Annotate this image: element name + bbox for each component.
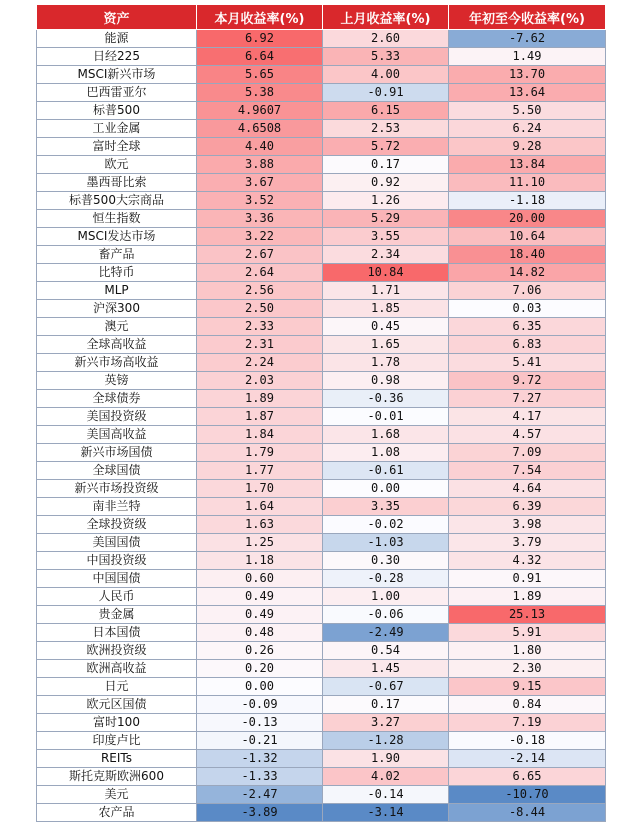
ytd-return-cell: 6.39 [449,498,606,516]
asset-name-cell: 欧元区国债 [37,696,197,714]
table-row [37,516,606,534]
asset-name-cell: 全球投资级 [37,516,197,534]
table-row [37,66,606,84]
ytd-return-cell: 14.82 [449,264,606,282]
asset-name-cell: 恒生指数 [37,210,197,228]
header-row [37,5,606,30]
asset-name-cell: 美国国债 [37,534,197,552]
asset-name-cell: 墨西哥比索 [37,174,197,192]
this-month-return-cell: 1.89 [197,390,323,408]
ytd-return-cell: 7.06 [449,282,606,300]
ytd-return-cell: -2.14 [449,750,606,768]
asset-name-cell: 全球高收益 [37,336,197,354]
last-month-return-cell: -0.01 [323,408,449,426]
asset-name-cell: 美国投资级 [37,408,197,426]
this-month-return-cell: 5.38 [197,84,323,102]
this-month-return-cell: 5.65 [197,66,323,84]
table-row [37,480,606,498]
last-month-return-cell: 3.27 [323,714,449,732]
table-row [37,102,606,120]
last-month-return-cell: 4.00 [323,66,449,84]
header-ytd: 年初至今收益率(%) [449,5,606,30]
this-month-return-cell: 0.48 [197,624,323,642]
table-row [37,246,606,264]
table-row [37,336,606,354]
asset-name-cell: MLP [37,282,197,300]
this-month-return-cell: 2.50 [197,300,323,318]
last-month-return-cell: -0.67 [323,678,449,696]
last-month-return-cell: 1.90 [323,750,449,768]
this-month-return-cell: 0.26 [197,642,323,660]
this-month-return-cell: -1.33 [197,768,323,786]
ytd-return-cell: 11.10 [449,174,606,192]
asset-name-cell: MSCI新兴市场 [37,66,197,84]
asset-name-cell: 人民币 [37,588,197,606]
ytd-return-cell: 13.84 [449,156,606,174]
table-row [37,552,606,570]
this-month-return-cell: 2.24 [197,354,323,372]
this-month-return-cell: 1.79 [197,444,323,462]
this-month-return-cell: 4.6508 [197,120,323,138]
last-month-return-cell: 5.72 [323,138,449,156]
ytd-return-cell: 5.41 [449,354,606,372]
ytd-return-cell: -1.18 [449,192,606,210]
ytd-return-cell: 2.30 [449,660,606,678]
table-row [37,390,606,408]
this-month-return-cell: -0.21 [197,732,323,750]
last-month-return-cell: -2.49 [323,624,449,642]
table-row [37,84,606,102]
asset-name-cell: 贵金属 [37,606,197,624]
ytd-return-cell: 4.57 [449,426,606,444]
this-month-return-cell: -0.13 [197,714,323,732]
asset-name-cell: 日经225 [37,48,197,66]
this-month-return-cell: 1.18 [197,552,323,570]
asset-name-cell: 农产品 [37,804,197,822]
ytd-return-cell: 9.15 [449,678,606,696]
ytd-return-cell: 18.40 [449,246,606,264]
this-month-return-cell: -3.89 [197,804,323,822]
ytd-return-cell: 4.64 [449,480,606,498]
asset-name-cell: MSCI发达市场 [37,228,197,246]
table-row [37,228,606,246]
ytd-return-cell: 7.27 [449,390,606,408]
table-row [37,48,606,66]
last-month-return-cell: 0.17 [323,156,449,174]
this-month-return-cell: -0.09 [197,696,323,714]
asset-name-cell: REITs [37,750,197,768]
last-month-return-cell: -0.14 [323,786,449,804]
ytd-return-cell: -8.44 [449,804,606,822]
this-month-return-cell: 3.22 [197,228,323,246]
ytd-return-cell: 1.80 [449,642,606,660]
ytd-return-cell: 10.64 [449,228,606,246]
ytd-return-cell: 13.64 [449,84,606,102]
ytd-return-cell: 20.00 [449,210,606,228]
table-row [37,138,606,156]
ytd-return-cell: -10.70 [449,786,606,804]
last-month-return-cell: 1.71 [323,282,449,300]
this-month-return-cell: 2.31 [197,336,323,354]
this-month-return-cell: 1.64 [197,498,323,516]
this-month-return-cell: 1.70 [197,480,323,498]
ytd-return-cell: 13.70 [449,66,606,84]
table-row [37,282,606,300]
this-month-return-cell: 4.40 [197,138,323,156]
last-month-return-cell: 1.00 [323,588,449,606]
last-month-return-cell: 0.92 [323,174,449,192]
asset-name-cell: 全球债券 [37,390,197,408]
ytd-return-cell: 0.84 [449,696,606,714]
last-month-return-cell: 1.08 [323,444,449,462]
table-row [37,462,606,480]
table-row [37,660,606,678]
this-month-return-cell: 0.49 [197,606,323,624]
last-month-return-cell: 1.78 [323,354,449,372]
this-month-return-cell: 4.9607 [197,102,323,120]
header-this-month: 本月收益率(%) [197,5,323,30]
table-row [37,786,606,804]
asset-name-cell: 美国高收益 [37,426,197,444]
table-row [37,444,606,462]
last-month-return-cell: 2.53 [323,120,449,138]
asset-name-cell: 中国投资级 [37,552,197,570]
this-month-return-cell: 0.60 [197,570,323,588]
last-month-return-cell: -3.14 [323,804,449,822]
asset-name-cell: 新兴市场投资级 [37,480,197,498]
last-month-return-cell: -0.06 [323,606,449,624]
last-month-return-cell: 1.26 [323,192,449,210]
last-month-return-cell: -0.02 [323,516,449,534]
table-row [37,534,606,552]
table-row [37,156,606,174]
this-month-return-cell: 2.03 [197,372,323,390]
ytd-return-cell: 6.35 [449,318,606,336]
this-month-return-cell: 3.88 [197,156,323,174]
table-row [37,498,606,516]
this-month-return-cell: 0.20 [197,660,323,678]
last-month-return-cell: -1.03 [323,534,449,552]
last-month-return-cell: -0.28 [323,570,449,588]
table-row [37,264,606,282]
this-month-return-cell: 2.64 [197,264,323,282]
this-month-return-cell: -1.32 [197,750,323,768]
table-row [37,606,606,624]
last-month-return-cell: 0.98 [323,372,449,390]
asset-name-cell: 巴西雷亚尔 [37,84,197,102]
asset-name-cell: 英镑 [37,372,197,390]
ytd-return-cell: 7.09 [449,444,606,462]
this-month-return-cell: 1.84 [197,426,323,444]
asset-name-cell: 畜产品 [37,246,197,264]
table-row [37,588,606,606]
this-month-return-cell: 1.77 [197,462,323,480]
asset-name-cell: 标普500大宗商品 [37,192,197,210]
table-row [37,768,606,786]
last-month-return-cell: -0.36 [323,390,449,408]
this-month-return-cell: 0.49 [197,588,323,606]
asset-name-cell: 比特币 [37,264,197,282]
last-month-return-cell: 2.60 [323,30,449,48]
ytd-return-cell: 9.72 [449,372,606,390]
ytd-return-cell: 6.65 [449,768,606,786]
this-month-return-cell: 6.64 [197,48,323,66]
last-month-return-cell: 1.65 [323,336,449,354]
asset-name-cell: 中国国债 [37,570,197,588]
last-month-return-cell: 0.17 [323,696,449,714]
asset-name-cell: 工业金属 [37,120,197,138]
ytd-return-cell: 3.98 [449,516,606,534]
table-row [37,624,606,642]
ytd-return-cell: 4.17 [449,408,606,426]
asset-name-cell: 标普500 [37,102,197,120]
ytd-return-cell: 5.50 [449,102,606,120]
asset-name-cell: 日元 [37,678,197,696]
this-month-return-cell: 1.87 [197,408,323,426]
last-month-return-cell: 1.45 [323,660,449,678]
header-asset: 资产 [37,5,197,30]
last-month-return-cell: -1.28 [323,732,449,750]
asset-name-cell: 富时100 [37,714,197,732]
last-month-return-cell: 6.15 [323,102,449,120]
table-row [37,372,606,390]
ytd-return-cell: 3.79 [449,534,606,552]
asset-name-cell: 全球国债 [37,462,197,480]
asset-name-cell: 日本国债 [37,624,197,642]
table-row [37,732,606,750]
this-month-return-cell: 3.36 [197,210,323,228]
table-row [37,300,606,318]
returns-table [36,4,606,822]
ytd-return-cell: 1.89 [449,588,606,606]
last-month-return-cell: 3.35 [323,498,449,516]
asset-name-cell: 美元 [37,786,197,804]
ytd-return-cell: 4.32 [449,552,606,570]
asset-name-cell: 澳元 [37,318,197,336]
table-row [37,120,606,138]
asset-name-cell: 欧洲高收益 [37,660,197,678]
table-body [37,30,606,822]
asset-name-cell: 富时全球 [37,138,197,156]
this-month-return-cell: 2.56 [197,282,323,300]
this-month-return-cell: 2.67 [197,246,323,264]
this-month-return-cell: 6.92 [197,30,323,48]
table-row [37,678,606,696]
table-row [37,642,606,660]
ytd-return-cell: 25.13 [449,606,606,624]
last-month-return-cell: 10.84 [323,264,449,282]
ytd-return-cell: 6.24 [449,120,606,138]
table-row [37,318,606,336]
this-month-return-cell: 2.33 [197,318,323,336]
table-row [37,408,606,426]
ytd-return-cell: 0.91 [449,570,606,588]
ytd-return-cell: 6.83 [449,336,606,354]
table-row [37,714,606,732]
ytd-return-cell: 7.54 [449,462,606,480]
this-month-return-cell: 1.25 [197,534,323,552]
last-month-return-cell: 5.33 [323,48,449,66]
asset-name-cell: 印度卢比 [37,732,197,750]
asset-name-cell: 欧洲投资级 [37,642,197,660]
last-month-return-cell: 0.45 [323,318,449,336]
last-month-return-cell: 0.00 [323,480,449,498]
table-row [37,174,606,192]
table-row [37,210,606,228]
this-month-return-cell: -2.47 [197,786,323,804]
table-row [37,696,606,714]
last-month-return-cell: 0.30 [323,552,449,570]
ytd-return-cell: 7.19 [449,714,606,732]
last-month-return-cell: 1.85 [323,300,449,318]
this-month-return-cell: 1.63 [197,516,323,534]
ytd-return-cell: -7.62 [449,30,606,48]
last-month-return-cell: 2.34 [323,246,449,264]
ytd-return-cell: 0.03 [449,300,606,318]
asset-name-cell: 沪深300 [37,300,197,318]
last-month-return-cell: 0.54 [323,642,449,660]
table-row [37,804,606,822]
asset-name-cell: 新兴市场国债 [37,444,197,462]
last-month-return-cell: 4.02 [323,768,449,786]
asset-name-cell: 斯托克斯欧洲600 [37,768,197,786]
last-month-return-cell: 5.29 [323,210,449,228]
ytd-return-cell: -0.18 [449,732,606,750]
table-row [37,192,606,210]
asset-name-cell: 欧元 [37,156,197,174]
asset-name-cell: 南非兰特 [37,498,197,516]
table-row [37,354,606,372]
table-row [37,30,606,48]
table-row [37,426,606,444]
table-row [37,570,606,588]
last-month-return-cell: 3.55 [323,228,449,246]
this-month-return-cell: 3.67 [197,174,323,192]
asset-name-cell: 新兴市场高收益 [37,354,197,372]
last-month-return-cell: 1.68 [323,426,449,444]
last-month-return-cell: -0.61 [323,462,449,480]
ytd-return-cell: 5.91 [449,624,606,642]
ytd-return-cell: 1.49 [449,48,606,66]
last-month-return-cell: -0.91 [323,84,449,102]
header-last-month: 上月收益率(%) [323,5,449,30]
asset-name-cell: 能源 [37,30,197,48]
this-month-return-cell: 0.00 [197,678,323,696]
this-month-return-cell: 3.52 [197,192,323,210]
ytd-return-cell: 9.28 [449,138,606,156]
table-row [37,750,606,768]
